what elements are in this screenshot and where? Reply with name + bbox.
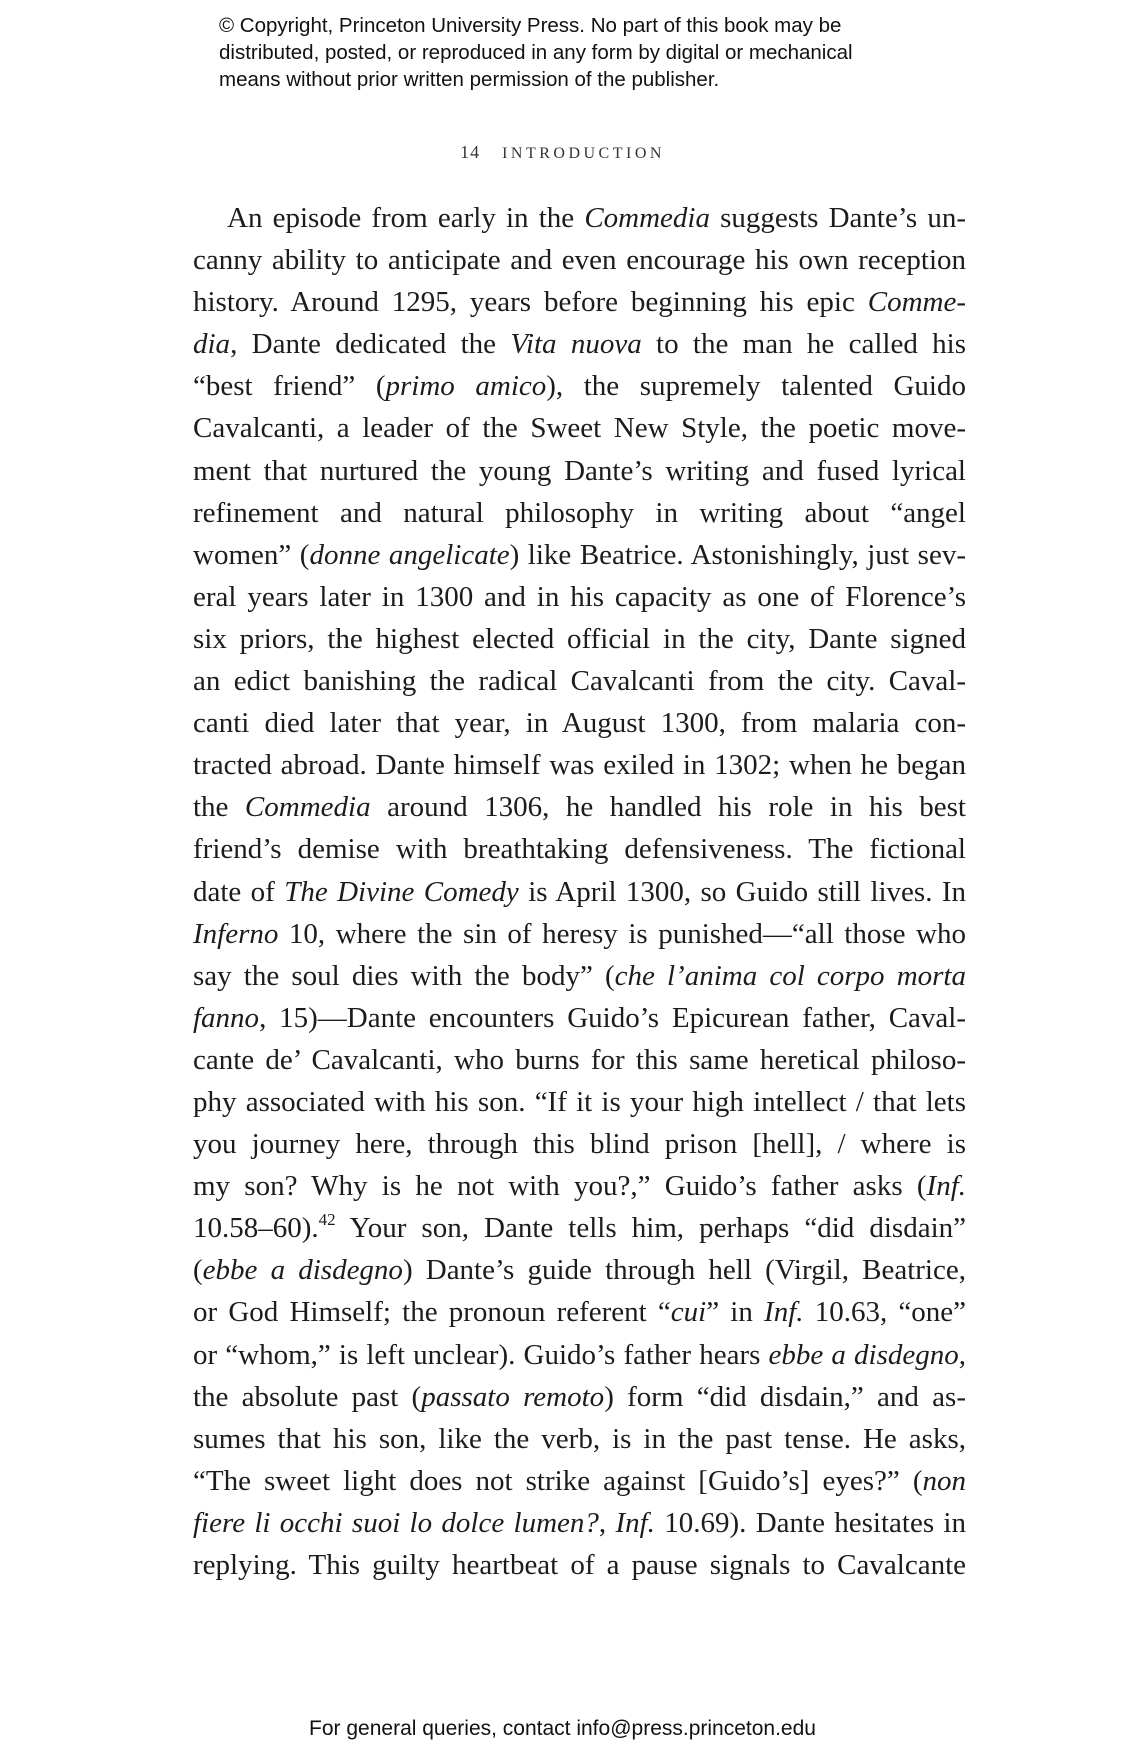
text-segment: ( bbox=[193, 1254, 203, 1287]
text-line bbox=[193, 239, 966, 281]
text-segment: date of bbox=[193, 875, 285, 908]
text-line bbox=[193, 1418, 966, 1460]
running-head bbox=[0, 142, 1125, 163]
footer-contact: For general queries, contact info@press.princeton.edu bbox=[309, 1717, 816, 1740]
text-line bbox=[193, 197, 966, 239]
italic-text: Inf. bbox=[615, 1506, 655, 1539]
italic-text: Inf. bbox=[764, 1296, 804, 1329]
text-segment: to the man he called his bbox=[641, 328, 966, 361]
italic-text: ebbe a disdegno bbox=[768, 1338, 959, 1371]
text-line bbox=[193, 1502, 966, 1544]
text-segment: or God Himself; the pronoun referent “ bbox=[193, 1296, 671, 1329]
text-segment: , 15)—Dante encounters Guido’s Epicurean father, Caval- bbox=[259, 1001, 966, 1034]
text-segment: 10.69). Dante hesitates in bbox=[654, 1506, 966, 1539]
text-segment: say the soul dies with the body” ( bbox=[193, 959, 615, 992]
text-segment: 10.63, “one” bbox=[803, 1296, 966, 1329]
text-segment: “best friend” ( bbox=[193, 370, 386, 403]
text-segment: an edict banishing the radical Cavalcanti from the city. Caval- bbox=[193, 665, 966, 698]
italic-text: Inf. bbox=[926, 1170, 966, 1203]
text-segment: canny ability to anticipate and even encourage his own reception bbox=[193, 244, 966, 277]
text-line bbox=[193, 871, 966, 913]
text-segment: or “whom,” is left unclear). Guido’s father hears bbox=[193, 1338, 769, 1371]
text-segment: refinement and natural philosophy in writing about “angel bbox=[193, 496, 966, 529]
text-segment: Cavalcanti, a leader of the Sweet New Style, the poetic move- bbox=[193, 412, 966, 445]
italic-text: fanno bbox=[193, 1001, 260, 1034]
text-segment: cante de’ Cavalcanti, who burns for this same heretical philoso- bbox=[193, 1043, 966, 1076]
text-line bbox=[193, 1291, 966, 1333]
text-line bbox=[193, 492, 966, 534]
text-segment: “The sweet light does not strike against [Guido’s] eyes?” ( bbox=[193, 1464, 923, 1497]
text-line bbox=[193, 1376, 966, 1418]
text-segment: Your son, Dante tells him, perhaps “did disdain” bbox=[335, 1212, 966, 1245]
text-line bbox=[193, 450, 966, 492]
text-line bbox=[193, 407, 966, 449]
text-line bbox=[193, 1249, 966, 1291]
text-segment: ” in bbox=[706, 1296, 765, 1329]
text-segment: ), the supremely talented Guido bbox=[546, 370, 966, 403]
section-title: INTRODUCTION bbox=[502, 145, 665, 162]
copyright-line: © Copyright, Princeton University Press. No part of this book may be bbox=[219, 14, 842, 37]
italic-text: fiere li occhi suoi lo dolce lumen? bbox=[193, 1506, 599, 1539]
text-segment: six priors, the highest elected official in the city, Dante signed bbox=[193, 622, 966, 655]
italic-text: primo amico bbox=[385, 370, 547, 403]
text-segment: the bbox=[193, 791, 245, 824]
italic-text: passato remoto bbox=[421, 1380, 605, 1413]
text-line bbox=[193, 913, 966, 955]
text-segment: ment that nurtured the young Dante’s writing and fused lyrical bbox=[193, 454, 966, 487]
text-line bbox=[193, 576, 966, 618]
text-line bbox=[193, 955, 966, 997]
text-segment: phy associated with his son. “If it is your high intellect / that lets bbox=[193, 1085, 966, 1118]
text-line bbox=[193, 786, 966, 828]
text-segment: , bbox=[598, 1506, 616, 1539]
text-segment: the absolute past ( bbox=[193, 1380, 422, 1413]
text-segment: history. Around 1295, years before beginning his epic bbox=[193, 286, 868, 319]
text-segment: is April 1300, so Guido still lives. In bbox=[518, 875, 966, 908]
text-line bbox=[193, 997, 966, 1039]
text-line bbox=[193, 1460, 966, 1502]
text-segment: replying. This guilty heartbeat of a pause signals to Cavalcante bbox=[193, 1549, 966, 1581]
text-segment: around 1306, he handled his role in his best bbox=[370, 791, 966, 824]
text-line bbox=[193, 365, 966, 407]
text-line bbox=[193, 828, 966, 870]
text-segment: tracted abroad. Dante himself was exiled in 1302; when he began bbox=[193, 749, 966, 782]
text-line bbox=[193, 281, 966, 323]
text-segment: , bbox=[958, 1338, 966, 1371]
footnote-marker: 42 bbox=[318, 1210, 336, 1230]
text-segment: friend’s demise with breathtaking defensiveness. The fictional bbox=[193, 833, 966, 866]
text-segment: ) Dante’s guide through hell (Virgil, Beatrice, bbox=[402, 1254, 966, 1287]
text-line bbox=[193, 1544, 966, 1586]
page-number: 14 bbox=[460, 142, 481, 162]
text-line bbox=[193, 744, 966, 786]
italic-text: The Divine Comedy bbox=[284, 875, 519, 908]
text-segment: eral years later in 1300 and in his capacity as one of Florence’s bbox=[193, 580, 966, 613]
text-segment: you journey here, through this blind prison [hell], / where is bbox=[193, 1128, 966, 1161]
italic-text: ebbe a disdegno bbox=[202, 1254, 403, 1287]
text-line bbox=[193, 1207, 966, 1249]
text-segment: , Dante dedicated the bbox=[230, 328, 511, 361]
italic-text: Inferno bbox=[193, 917, 279, 950]
italic-text: Comme- bbox=[867, 286, 966, 319]
text-line bbox=[193, 1334, 966, 1376]
body-paragraph bbox=[193, 197, 966, 1586]
text-segment: women” ( bbox=[193, 538, 310, 571]
text-line bbox=[193, 534, 966, 576]
text-line bbox=[193, 660, 966, 702]
text-line bbox=[193, 1165, 966, 1207]
italic-text: cui bbox=[670, 1296, 707, 1329]
copyright-line: means without prior written permission of the publisher. bbox=[219, 68, 720, 91]
text-segment: sumes that his son, like the verb, is in the past tense. He asks, bbox=[193, 1422, 966, 1455]
text-segment: An episode from early in the bbox=[227, 202, 585, 234]
italic-text: Commedia bbox=[584, 202, 710, 234]
text-segment: ) form “did disdain,” and as- bbox=[604, 1380, 966, 1413]
text-segment: 10, where the sin of heresy is punished—“all those who bbox=[278, 917, 966, 950]
text-line bbox=[193, 1039, 966, 1081]
copyright-line: distributed, posted, or reproduced in any form by digital or mechanical bbox=[219, 41, 853, 64]
text-segment: canti died later that year, in August 1300, from malaria con- bbox=[193, 707, 966, 740]
italic-text: Commedia bbox=[244, 791, 371, 824]
italic-text: che l’anima col corpo morta bbox=[614, 959, 966, 992]
italic-text: dia bbox=[193, 328, 231, 361]
italic-text: non bbox=[922, 1464, 966, 1497]
text-segment: ) like Beatrice. Astonishingly, just sev- bbox=[509, 538, 966, 571]
copyright-notice bbox=[219, 12, 959, 93]
italic-text: donne angelicate bbox=[309, 538, 510, 571]
text-line bbox=[193, 1081, 966, 1123]
italic-text: Vita nuova bbox=[510, 328, 642, 361]
text-line bbox=[193, 618, 966, 660]
text-segment: suggests Dante’s un- bbox=[709, 202, 966, 234]
text-segment: 10.58–60). bbox=[193, 1212, 319, 1245]
text-line bbox=[193, 1123, 966, 1165]
text-segment: my son? Why is he not with you?,” Guido’s father asks ( bbox=[193, 1170, 927, 1203]
text-line bbox=[193, 323, 966, 365]
text-line bbox=[193, 702, 966, 744]
